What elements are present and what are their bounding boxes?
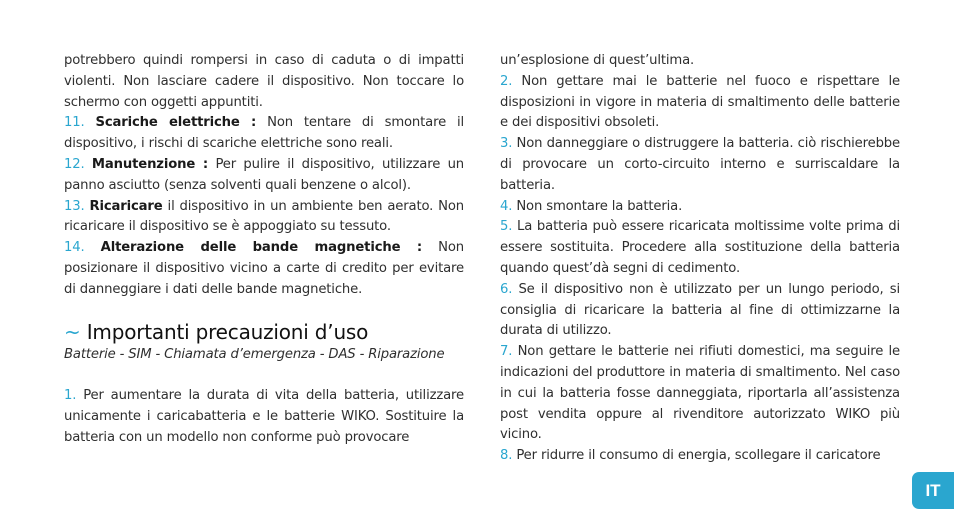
item-number: 6. <box>500 281 513 297</box>
item-keyword: Scariche elettriche : <box>95 115 257 131</box>
section-title <box>64 319 464 345</box>
list-item-5 <box>500 217 900 279</box>
item-text: Non gettare mai le batterie nel fuoco e rispettare le disposizioni in vigore in materia di smaltimento delle batterie e dei dispositivi obsoleti. <box>500 73 900 131</box>
list-item-4 <box>500 197 900 218</box>
item-text: Non posizionare il dispositivo vicino a carte di credito per evitare di danneggiare i dati delle bande magnetiche. <box>64 240 464 297</box>
section-subtitle: Batterie - SIM - Chiamata d’emergenza - DAS - Riparazione <box>64 346 445 362</box>
item-keyword: Ricaricare <box>89 198 163 214</box>
item-text: Per ridurre il consumo di energia, scollegare il caricatore <box>512 448 881 464</box>
list-item-3 <box>500 134 900 196</box>
list-item-6 <box>500 280 900 342</box>
item-keyword: Alterazione delle bande magnetiche : <box>100 240 423 256</box>
paragraph-continued: un’esplosione di quest’ultima. <box>500 53 695 68</box>
section-title-text: Importanti precauzioni d’uso <box>86 319 369 344</box>
list-item-13 <box>64 197 464 239</box>
item-number: 12. <box>64 156 85 172</box>
right-column <box>500 51 900 467</box>
item-number: 1. <box>64 388 77 404</box>
list-item-7 <box>500 342 900 446</box>
item-number: 7. <box>500 344 513 360</box>
item-number: 13. <box>64 198 85 214</box>
item-keyword: Manutenzione : <box>91 156 209 172</box>
item-text: La batteria può essere ricaricata moltissime volte prima di essere sostituita. Procedere alla sostituzione della batteria quando quest’dà segni di cedimento. <box>500 219 900 276</box>
spacer <box>64 365 464 386</box>
language-badge: IT <box>912 472 954 509</box>
item-text: Non tentare di smontare il dispositivo, i rischi di scariche elettriche sono reali. <box>64 115 465 152</box>
tilde-mark: ~ <box>64 319 81 344</box>
item-number: 5. <box>500 219 513 235</box>
item-number: 2. <box>500 73 513 89</box>
item-number: 8. <box>500 448 513 464</box>
list-item-2 <box>500 72 900 134</box>
item-text: Per pulire il dispositivo, utilizzare un panno asciutto (senza solventi quali benzene o alcol). <box>64 156 464 193</box>
item-number: 4. <box>500 198 513 214</box>
item-text: Per aumentare la durata di vita della batteria, utilizzare unicamente i caricabatteria e le batterie WIKO. Sostituire la batteria con un modello non conforme può provocare <box>64 388 464 445</box>
item-text: Se il dispositivo non è utilizzato per un lungo periodo, si consiglia di ricaricare la batteria al fine di ottimizzarne la durata di utilizzo. <box>500 281 900 339</box>
list-item-1 <box>64 386 464 448</box>
list-item-14 <box>64 238 464 300</box>
list-item-8 <box>500 446 900 467</box>
list-item-12 <box>64 155 464 197</box>
item-number: 11. <box>64 115 85 131</box>
list-item-11 <box>64 113 464 155</box>
paragraph-intro: potrebbero quindi rompersi in caso di caduta o di impatti violenti. Non lasciare cadere il dispositivo. Non toccare lo schermo con oggetti appuntiti. <box>64 53 464 110</box>
left-column <box>64 51 464 449</box>
item-number: 3. <box>500 136 513 152</box>
item-text: Non smontare la batteria. <box>512 198 683 214</box>
item-text: Non gettare le batterie nei rifiuti domestici, ma seguire le indicazioni del produttore in materia di smaltimento. Nel caso in cui la batteria fosse danneggiata, riportarla all’assistenza post vendita oppure al rivenditore autorizzato WIKO più vicino. <box>500 344 900 443</box>
item-number: 14. <box>64 240 85 256</box>
item-text: il dispositivo in un ambiente ben aerato. Non ricaricare il dispositivo se è appoggiato su tessuto. <box>64 198 464 235</box>
item-text: Non danneggiare o distruggere la batteria. ciò rischierebbe di provocare un corto-circuito interno e surriscaldare la batteria. <box>500 136 900 193</box>
